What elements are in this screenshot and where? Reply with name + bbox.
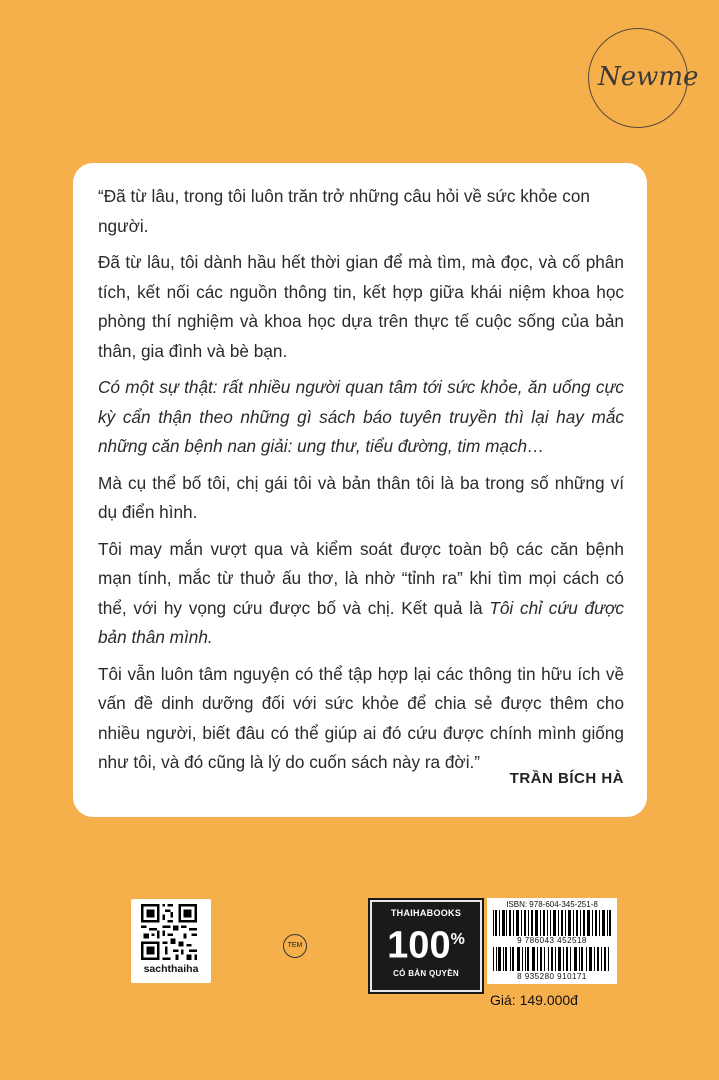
quote-paragraph-5-text: Tôi may mắn vượt qua và kiểm soát được toàn bộ các căn bệnh mạn tính, mắc từ thuở ấu thơ, là nhờ “tỉnh ra” khi tìm mọi cách có thể, với hy vọng cứu được bố và chị. Kết quả là — [98, 538, 624, 618]
copyright-badge — [370, 900, 482, 992]
isbn-number: 9 786043 452518 — [517, 936, 587, 945]
isbn-text: ISBN: 978-604-345-251-8 — [506, 900, 598, 909]
quote-paragraph-2: Đã từ lâu, tôi dành hầu hết thời gian để mà tìm, mà đọc, và cố phân tích, kết nối các nguồn thông tin, kết hợp giữa khái niệm khoa học phòng thí nghiệm và khoa học dựa trên thực tế cuộc sống của bản thân, gia đình và bè bạn. — [98, 252, 624, 361]
quote-paragraph-6: Tôi vẫn luôn tâm nguyện có thể tập hợp lại các thông tin hữu ích về vấn đề dinh dưỡng đối với sức khỏe để chia sẻ được thêm cho nhiều người, biết đâu có thể giúp ai đó cứu được chính mình giống như tôi, và đó cũng là lý do cuốn sách này ra đời.” — [98, 663, 624, 772]
quote-paragraph-3: Có một sự thật: rất nhiều người quan tâm tới sức khỏe, ăn uống cực kỳ cẩn thận theo những gì sách báo tuyên truyền thì lại hay mắc những căn bệnh nan giải: ung thư, tiểu đường, tim mạch… — [98, 377, 624, 456]
qr-code-icon — [141, 904, 197, 960]
qr-code — [131, 899, 211, 983]
badge-percent — [372, 921, 480, 965]
quote-paragraph-5 — [98, 535, 624, 653]
badge-brand: THAIHABOOKS — [390, 908, 462, 918]
qr-label: sachthaiha — [143, 963, 199, 975]
badge-percent-value: 100 — [387, 924, 451, 967]
quote-paragraph-1: “Đã từ lâu, trong tôi luôn trăn trở những câu hỏi về sức khỏe con người. — [98, 186, 590, 236]
ean-number: 8 935280 910171 — [517, 972, 587, 981]
isbn-barcode-icon — [491, 910, 613, 936]
quote-paragraph-4: Mà cụ thể bố tôi, chị gái tôi và bản thân tôi là ba trong số những ví dụ điển hình. — [98, 472, 624, 522]
tem-stamp: TEM — [283, 934, 307, 958]
barcode — [487, 898, 617, 984]
quote-paragraph-5-italic: Tôi chỉ cứu được bản thân mình. — [98, 597, 624, 647]
quote-body — [98, 182, 624, 785]
badge-percent-sign: % — [450, 931, 465, 948]
price: Giá: 149.000đ — [490, 992, 578, 1008]
publisher-logo: Newme — [598, 62, 699, 92]
ean-barcode-icon — [491, 947, 613, 971]
badge-copyright: CÓ BẢN QUYỀN — [393, 968, 459, 978]
author-name: TRẦN BÍCH HÀ — [509, 770, 624, 787]
